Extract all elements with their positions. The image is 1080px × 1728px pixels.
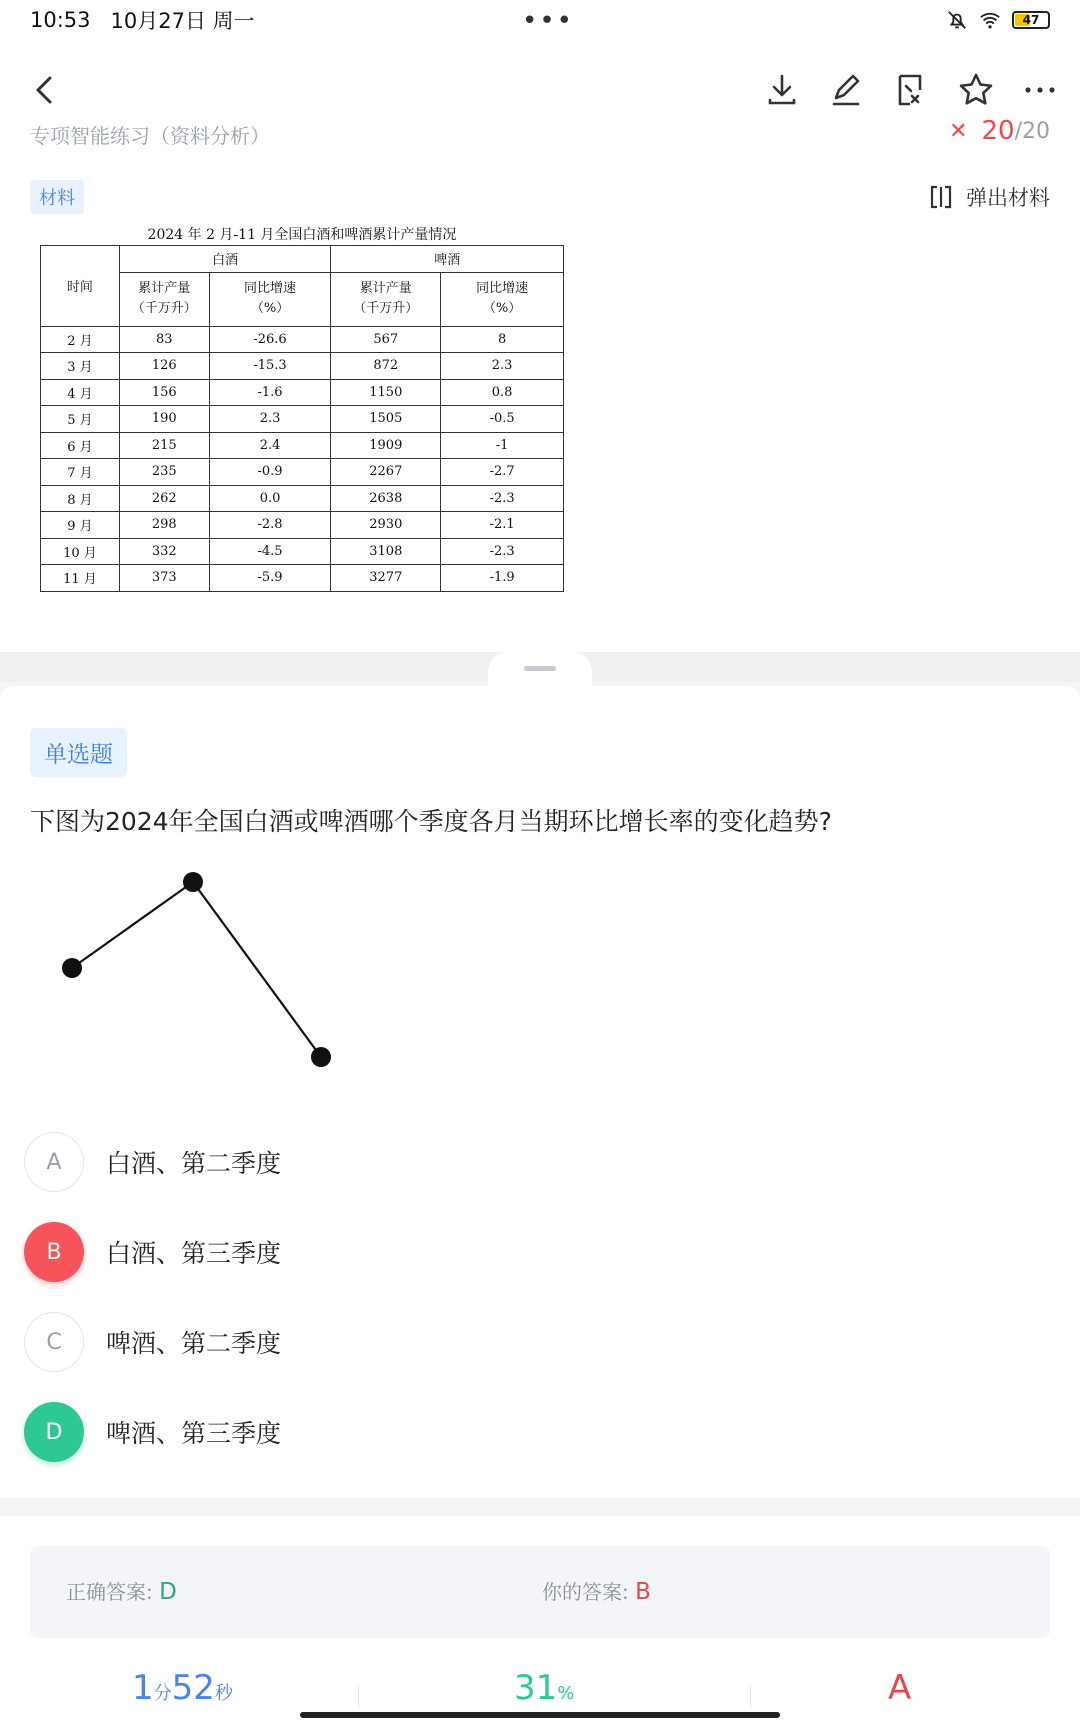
option-letter: B <box>24 1222 84 1282</box>
group-baijiu-header: 白酒 <box>119 246 331 273</box>
question-type-tag: 单选题 <box>30 728 127 777</box>
wifi-icon <box>978 9 1002 31</box>
question-panel <box>0 686 1080 1498</box>
col-header: 累计产量 （千万升） <box>331 272 441 326</box>
drag-handle[interactable] <box>524 666 556 671</box>
battery-icon <box>1012 11 1050 29</box>
bell-off-icon <box>946 9 968 31</box>
trend-point <box>183 872 203 892</box>
option-label: 啤酒、第三季度 <box>106 1419 282 1448</box>
table-row: 4 月 156 -1.6 1150 0.8 <box>41 379 564 406</box>
option-letter: A <box>24 1132 84 1192</box>
star-icon[interactable] <box>954 68 998 112</box>
note-icon[interactable] <box>888 68 932 112</box>
table-title: 2024 年 2 月-11 月全国白酒和啤酒累计产量情况 <box>147 227 457 243</box>
col-header: 同比增速 （%） <box>209 272 331 326</box>
practice-title: 专项智能练习（资料分析） <box>30 124 270 148</box>
more-dots-icon[interactable]: ••• <box>522 6 575 36</box>
col-header: 同比增速 （%） <box>441 272 564 326</box>
home-indicator[interactable] <box>300 1712 780 1718</box>
popout-label: 弹出材料 <box>966 186 1050 210</box>
correct-rate: 31% <box>514 1668 575 1708</box>
status-time: 10:53 <box>30 8 91 32</box>
trend-figure <box>50 852 350 1082</box>
my-answer: 你的答案: B <box>542 1579 651 1605</box>
trend-line <box>72 882 321 1057</box>
my-answer-value: B <box>635 1579 651 1605</box>
option-a[interactable] <box>24 1132 924 1192</box>
battery-level: 47 <box>1022 13 1040 27</box>
option-letter: D <box>24 1402 84 1462</box>
status-icons <box>946 9 1050 31</box>
table-row: 7 月 235 -0.9 2267 -2.7 <box>41 459 564 486</box>
option-d[interactable] <box>24 1402 924 1462</box>
option-letter: C <box>24 1312 84 1372</box>
table-row: 11 月 373 -5.9 3277 -1.9 <box>41 565 564 592</box>
group-beer-header: 啤酒 <box>331 246 564 273</box>
production-table <box>40 245 564 592</box>
correct-answer-value: D <box>159 1579 177 1605</box>
correct-answer: 正确答案: D <box>66 1579 177 1605</box>
stats-separator <box>750 1686 751 1708</box>
answer-summary <box>30 1546 1050 1638</box>
stats-separator <box>358 1686 359 1708</box>
table-row: 9 月 298 -2.8 2930 -2.1 <box>41 512 564 539</box>
status-date: 10月27日 周一 <box>110 9 255 33</box>
option-label: 白酒、第二季度 <box>106 1149 282 1178</box>
practice-header <box>0 110 1080 160</box>
table-row: 3 月 126 -15.3 872 2.3 <box>41 353 564 380</box>
question-progress[interactable] <box>949 116 1050 146</box>
table-row: 5 月 190 2.3 1505 -0.5 <box>41 406 564 433</box>
popout-material-button[interactable] <box>928 182 1050 212</box>
col-header: 累计产量 （千万升） <box>119 272 209 326</box>
close-icon: ✕ <box>949 118 968 144</box>
question-text: 下图为2024年全国白酒或啤酒哪个季度各月当期环比增长率的变化趋势? <box>30 807 832 836</box>
time-spent: 1分52秒 <box>132 1668 233 1708</box>
answer-panel <box>0 1516 1080 1728</box>
table-row: 10 月 332 -4.5 3108 -2.3 <box>41 538 564 565</box>
status-bar <box>0 0 1080 40</box>
table-row: 8 月 262 0.0 2638 -2.3 <box>41 485 564 512</box>
split-view-icon <box>928 184 954 210</box>
col-time-header: 时间 <box>41 246 120 327</box>
progress-total: /20 <box>1014 118 1050 144</box>
option-label: 啤酒、第二季度 <box>106 1329 282 1358</box>
trend-point <box>311 1047 331 1067</box>
progress-current: 20 <box>981 116 1015 146</box>
edit-icon[interactable] <box>824 68 868 112</box>
trend-point <box>62 958 82 978</box>
table-row: 6 月 215 2.4 1909 -1 <box>41 432 564 459</box>
easy-wrong-option: A <box>888 1668 912 1708</box>
material-tag: 材料 <box>30 180 84 214</box>
chevron-left-icon[interactable] <box>24 68 68 112</box>
table-row: 2 月 83 -26.6 567 8 <box>41 326 564 353</box>
download-icon[interactable] <box>760 68 804 112</box>
option-label: 白酒、第三季度 <box>106 1239 282 1268</box>
option-c[interactable] <box>24 1312 924 1372</box>
more-icon[interactable] <box>1018 68 1062 112</box>
stats-row <box>0 1668 1080 1718</box>
option-b[interactable] <box>24 1222 924 1282</box>
